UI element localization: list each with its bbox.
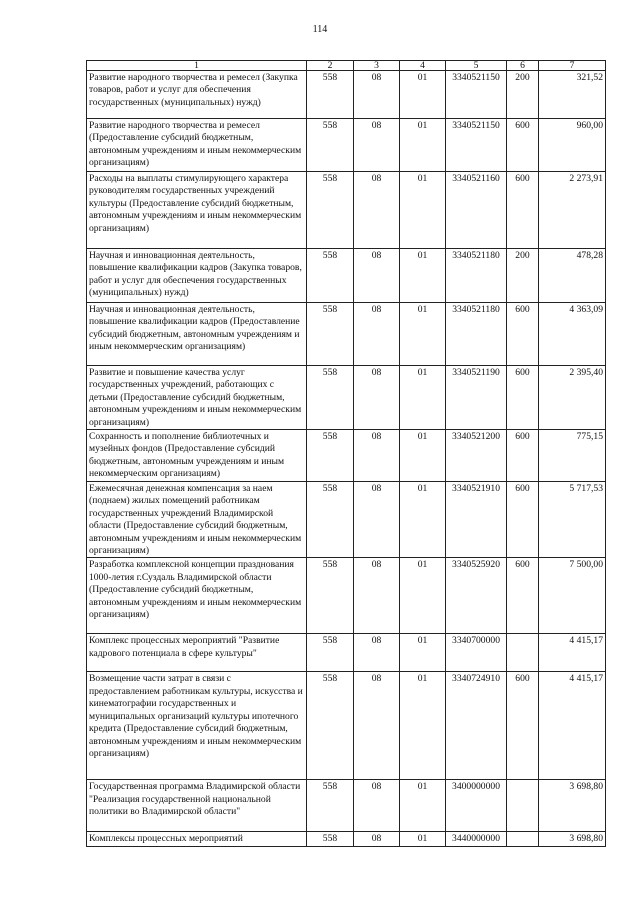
column-header: 4	[400, 61, 446, 71]
section-code: 08	[354, 672, 400, 780]
admin-code: 558	[307, 832, 354, 846]
target-article: 3340521150	[446, 71, 507, 119]
table-row	[87, 558, 606, 634]
admin-code: 558	[307, 172, 354, 249]
table-row	[87, 832, 606, 846]
expense-type: 600	[507, 558, 539, 634]
subsection-code: 01	[400, 482, 446, 558]
target-article: 3440000000	[446, 832, 507, 846]
page-number: 114	[312, 24, 328, 35]
header-row	[87, 61, 606, 71]
amount: 960,00	[539, 119, 606, 172]
target-article: 3340521160	[446, 172, 507, 249]
admin-code: 558	[307, 366, 354, 430]
amount: 4 415,17	[539, 634, 606, 672]
item-name: Комплексы процессных мероприятий	[87, 832, 307, 846]
target-article: 3340525920	[446, 558, 507, 634]
table-row	[87, 430, 606, 482]
section-code: 08	[354, 558, 400, 634]
item-name: Научная и инновационная деятельность, повышение квалификации кадров (Закупка товаров, работ и услуг для обеспечения государственных (муниципальных) нужд)	[87, 249, 307, 303]
amount: 3 698,80	[539, 780, 606, 832]
column-header: 6	[507, 61, 539, 71]
subsection-code: 01	[400, 558, 446, 634]
target-article: 3340724910	[446, 672, 507, 780]
admin-code: 558	[307, 119, 354, 172]
item-name: Развитие народного творчества и ремесел (Закупка товаров, работ и услуг для обеспечения государственных (муниципальных) нужд)	[87, 71, 307, 119]
subsection-code: 01	[400, 172, 446, 249]
target-article: 3340521150	[446, 119, 507, 172]
item-name: Государственная программа Владимирской области "Реализация государственной национальной политики во Владимирской области"	[87, 780, 307, 832]
expense-type: 600	[507, 672, 539, 780]
section-code: 08	[354, 71, 400, 119]
section-code: 08	[354, 366, 400, 430]
item-name: Разработка комплексной концепции празднования 1000-летия г.Суздаль Владимирской области (Предоставление субсидий бюджетным, автономным учреждениям и иным некоммерческим организациям)	[87, 558, 307, 634]
item-name: Развитие и повышение качества услуг государственных учреждений, работающих с детьми (Предоставление субсидий бюджетным, автономным учреждениям и иным некоммерческим организациям)	[87, 366, 307, 430]
table-row	[87, 634, 606, 672]
expense-type: 600	[507, 482, 539, 558]
expense-type: 600	[507, 430, 539, 482]
table-row	[87, 71, 606, 119]
table-row	[87, 366, 606, 430]
amount: 478,28	[539, 249, 606, 303]
expense-type	[507, 634, 539, 672]
section-code: 08	[354, 303, 400, 366]
subsection-code: 01	[400, 366, 446, 430]
amount: 321,52	[539, 71, 606, 119]
subsection-code: 01	[400, 832, 446, 846]
amount: 2 395,40	[539, 366, 606, 430]
admin-code: 558	[307, 780, 354, 832]
expense-type: 200	[507, 71, 539, 119]
target-article: 3340521200	[446, 430, 507, 482]
section-code: 08	[354, 119, 400, 172]
section-code: 08	[354, 832, 400, 846]
subsection-code: 01	[400, 672, 446, 780]
admin-code: 558	[307, 303, 354, 366]
column-header: 2	[307, 61, 354, 71]
table-row	[87, 780, 606, 832]
subsection-code: 01	[400, 634, 446, 672]
amount: 775,15	[539, 430, 606, 482]
amount: 4 415,17	[539, 672, 606, 780]
column-header: 3	[354, 61, 400, 71]
item-name: Ежемесячная денежная компенсация за наем (поднаем) жилых помещений работникам государственных учреждений Владимирской области (Предоставление субсидий бюджетным, автономным учреждениям и иным некоммерческим организациям)	[87, 482, 307, 558]
target-article: 3340700000	[446, 634, 507, 672]
expense-type: 600	[507, 172, 539, 249]
amount: 2 273,91	[539, 172, 606, 249]
expense-type	[507, 832, 539, 846]
target-article: 3340521910	[446, 482, 507, 558]
admin-code: 558	[307, 71, 354, 119]
item-name: Возмещение части затрат в связи с предоставлением работникам культуры, искусства и кинематографии государственных и муниципальных организаций культуры ипотечного кредита (Предоставление субсидий бюджетным, автономным учреждениям и иным некоммерческим организациям)	[87, 672, 307, 780]
expense-type	[507, 780, 539, 832]
table-row	[87, 672, 606, 780]
table-row	[87, 249, 606, 303]
subsection-code: 01	[400, 71, 446, 119]
section-code: 08	[354, 430, 400, 482]
item-name: Развитие народного творчества и ремесел (Предоставление субсидий бюджетным, автономным учреждениям и иным некоммерческим организациям)	[87, 119, 307, 172]
expense-type: 200	[507, 249, 539, 303]
admin-code: 558	[307, 634, 354, 672]
table-row	[87, 482, 606, 558]
target-article: 3340521180	[446, 303, 507, 366]
expense-type: 600	[507, 366, 539, 430]
target-article: 3400000000	[446, 780, 507, 832]
admin-code: 558	[307, 672, 354, 780]
target-article: 3340521190	[446, 366, 507, 430]
column-header: 5	[446, 61, 507, 71]
budget-table	[86, 60, 606, 847]
amount: 5 717,53	[539, 482, 606, 558]
item-name: Научная и инновационная деятельность, повышение квалификации кадров (Предоставление субсидий бюджетным, автономным учреждениям и иным некоммерческим организациям)	[87, 303, 307, 366]
subsection-code: 01	[400, 249, 446, 303]
column-header: 1	[87, 61, 307, 71]
expense-type: 600	[507, 303, 539, 366]
subsection-code: 01	[400, 780, 446, 832]
item-name: Сохранность и пополнение библиотечных и музейных фондов (Предоставление субсидий бюджетным, автономным учреждениям и иным некоммерческим организациям)	[87, 430, 307, 482]
admin-code: 558	[307, 249, 354, 303]
amount: 7 500,00	[539, 558, 606, 634]
amount: 3 698,80	[539, 832, 606, 846]
expense-type: 600	[507, 119, 539, 172]
section-code: 08	[354, 634, 400, 672]
admin-code: 558	[307, 430, 354, 482]
section-code: 08	[354, 482, 400, 558]
column-header: 7	[539, 61, 606, 71]
amount: 4 363,09	[539, 303, 606, 366]
item-name: Расходы на выплаты стимулирующего характера руководителям государственных учреждений культуры (Предоставление субсидий бюджетным, автономным учреждениям и иным некоммерческим организациям)	[87, 172, 307, 249]
subsection-code: 01	[400, 119, 446, 172]
admin-code: 558	[307, 482, 354, 558]
admin-code: 558	[307, 558, 354, 634]
subsection-code: 01	[400, 430, 446, 482]
target-article: 3340521180	[446, 249, 507, 303]
table-row	[87, 119, 606, 172]
table-row	[87, 172, 606, 249]
section-code: 08	[354, 780, 400, 832]
section-code: 08	[354, 172, 400, 249]
item-name: Комплекс процессных мероприятий "Развитие кадрового потенциала в сфере культуры"	[87, 634, 307, 672]
table-row	[87, 303, 606, 366]
section-code: 08	[354, 249, 400, 303]
subsection-code: 01	[400, 303, 446, 366]
